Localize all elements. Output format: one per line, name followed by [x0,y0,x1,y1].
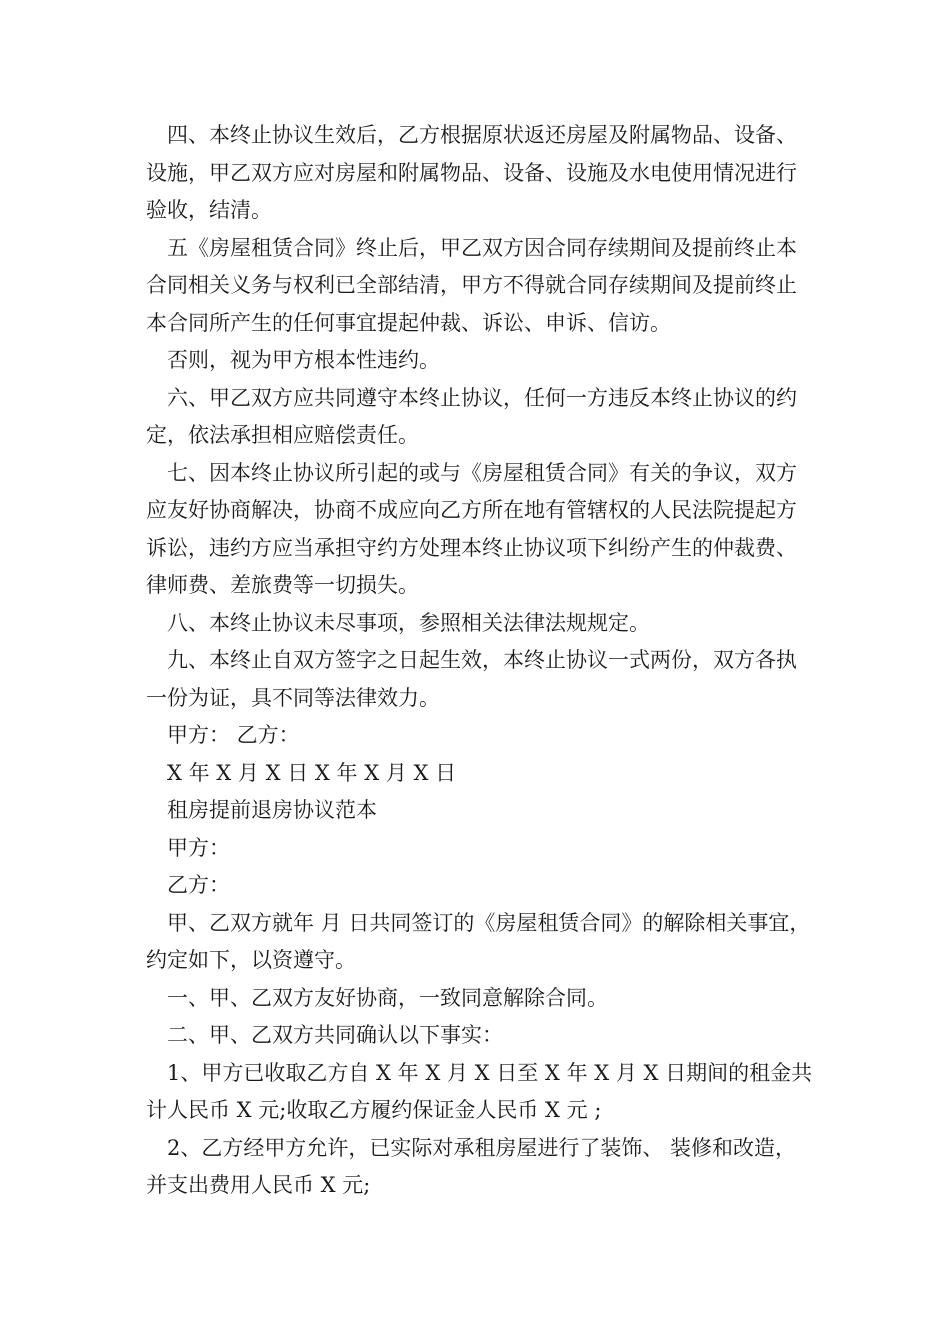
clause-5-consequence: 否则，视为甲方根本性违约。 [167,348,440,372]
clause-6: 六、甲乙双方应共同遵守本终止协议，任何一方违反本终止协议的约定，依法承担相应赔偿责任。 [146,385,797,447]
signature-parties: 甲方： 乙方： [167,723,300,747]
clause-4: 四、本终止协议生效后，乙方根据原状返还房屋及附属物品、设备、设施，甲乙双方应对房屋和附属物品、设备、设施及水电使用情况进行验收，结清。 [146,123,797,222]
item-1: 一、甲、乙双方友好协商，一致同意解除合同。 [167,985,608,1010]
document-body [146,117,816,1205]
clause-5: 五《房屋租赁合同》终止后，甲乙双方因合同存续期间及提前终止本合同相关义务与权利已全部结清，甲方不得就合同存续期间及提前终止本合同所产生的任何事宜提起仲裁、诉讼、申诉、信访。 [146,235,797,335]
fact-1: 1、甲方已收取乙方自 X 年 X 月 X 日至 X 年 X 月 X 日期间的租金共计人民币 X 元;收取乙方履约保证金人民币 X 元 ; [146,1060,813,1122]
fact-2: 2、乙方经甲方允许，已实际对承租房屋进行了装饰、 装修和改造，并支出费用人民币 X 元; [146,1135,797,1197]
clause-7: 七、因本终止协议所引起的或与《房屋租赁合同》有关的争议，双方应友好协商解决，协商不成应向乙方所在地有管辖权的人民法院提起方诉讼，违约方应当承担守约方处理本终止协议项下纠纷产生的仲裁费、律师费、差旅费等一切损失。 [146,460,797,597]
section-title: 租房提前退房协议范本 [167,798,377,822]
party-b-label: 乙方： [167,873,230,897]
signature-dates: X 年 X 月 X 日 X 年 X 月 X 日 [167,760,457,785]
clause-8: 八、本终止协议未尽事项，参照相关法律法规规定。 [167,610,650,635]
preamble: 甲、乙双方就年 月 日共同签订的《房屋租赁合同》的解除相关事宜，约定如下，以资遵守。 [146,910,811,972]
clause-9: 九、本终止自双方签字之日起生效，本终止协议一式两份，双方各执一份为证，具不同等法律效力。 [146,648,797,710]
party-a-label: 甲方： [167,835,230,860]
item-2: 二、甲、乙双方共同确认以下事实： [167,1023,503,1047]
